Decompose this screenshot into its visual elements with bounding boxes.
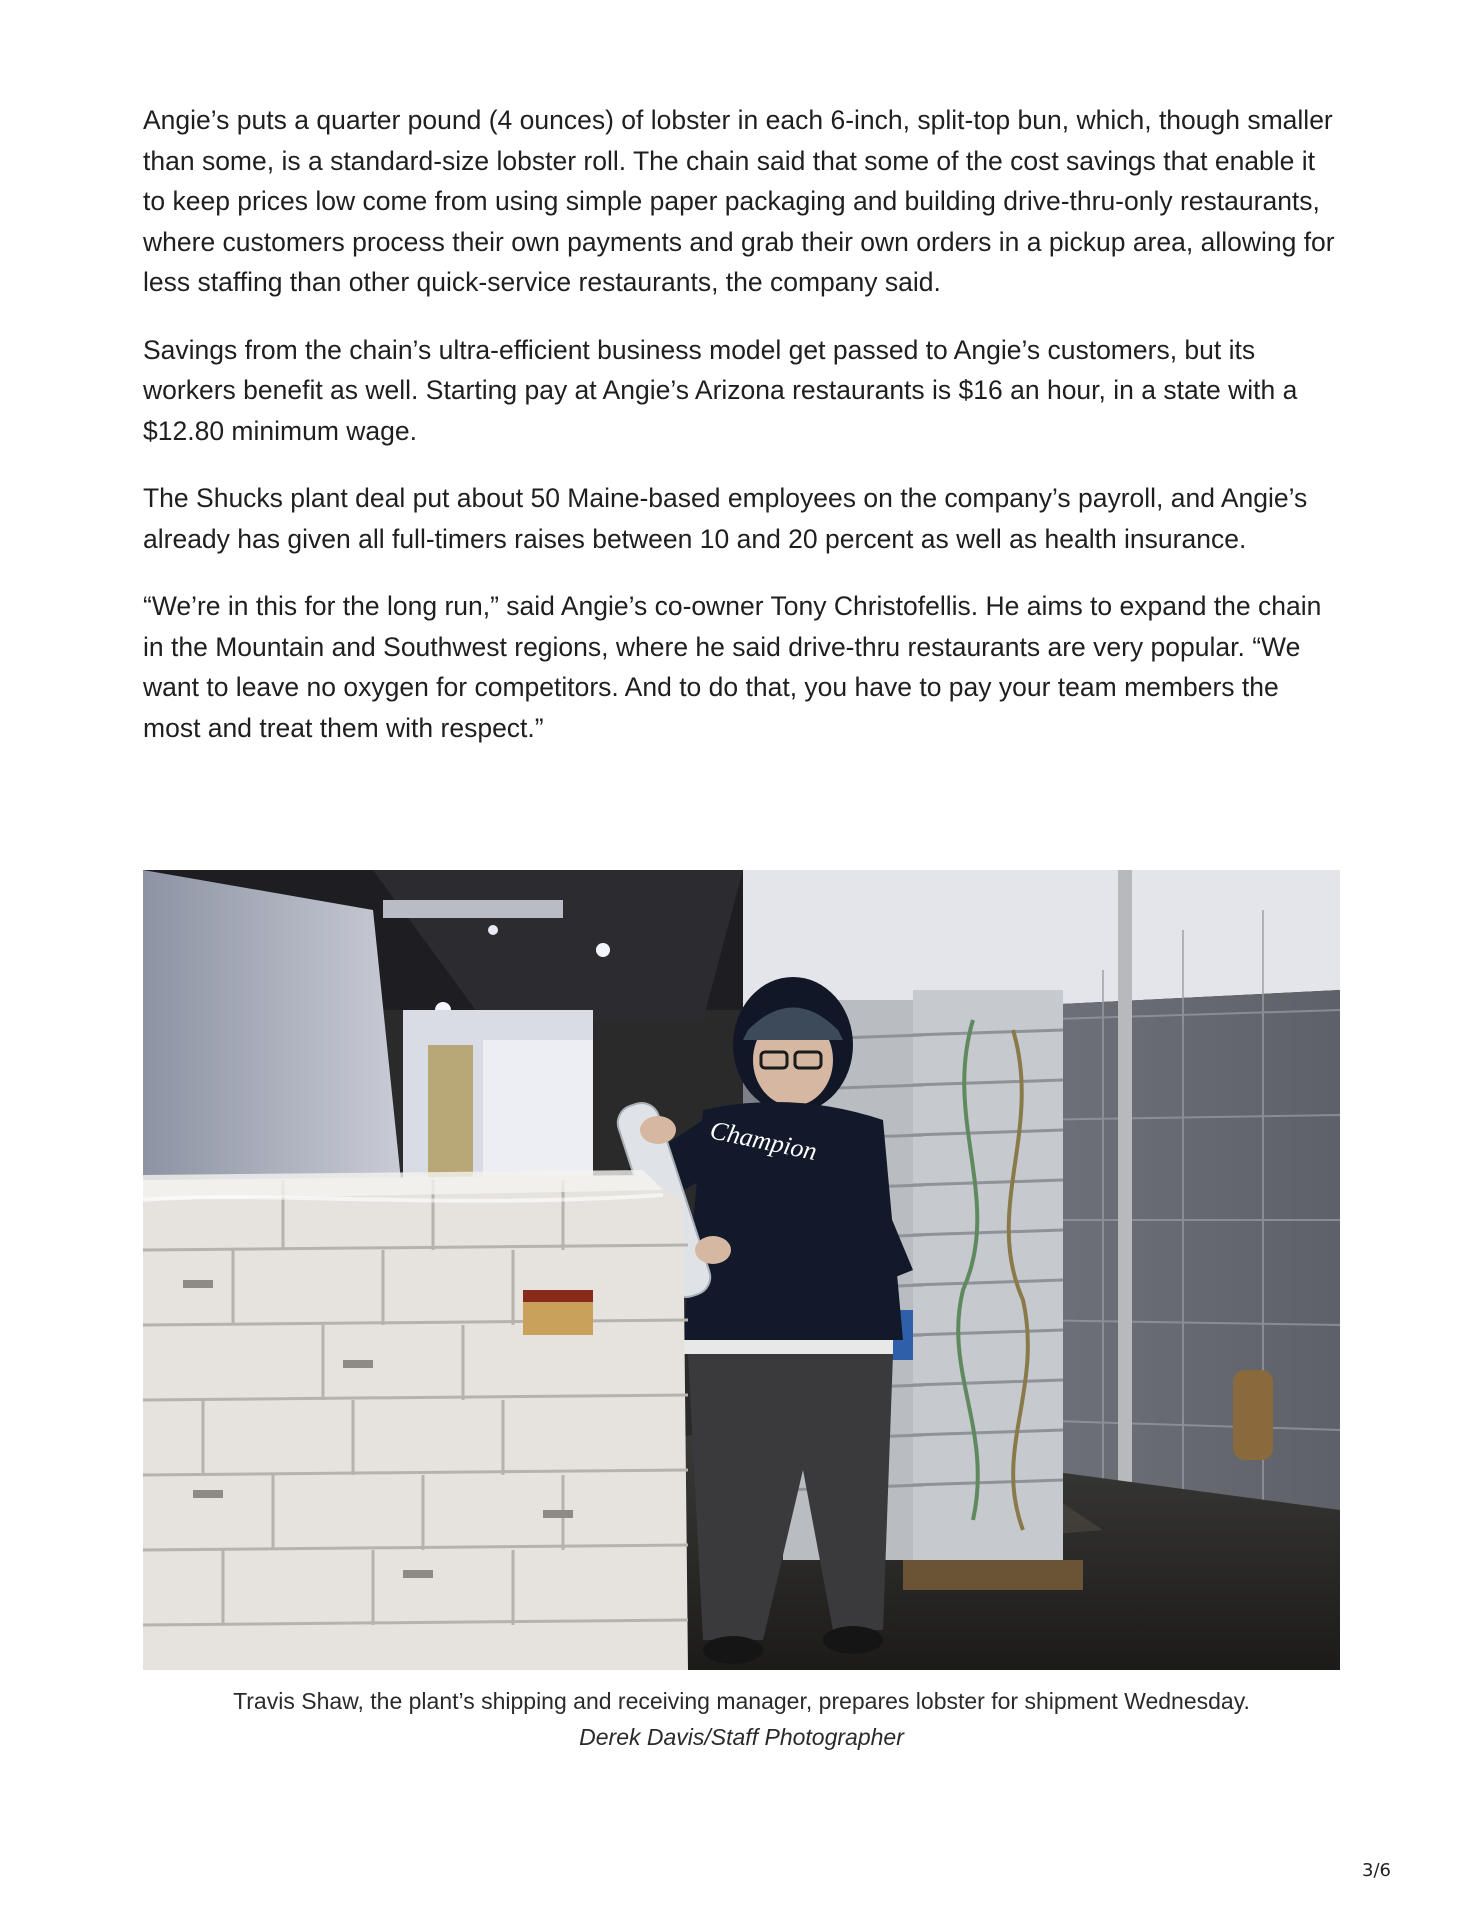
- paragraph-2: Savings from the chain’s ultra-efficient business model get passed to Angie’s customers, but its workers benefit as well. Starting pay at Angie’s Arizona restaurants is $16 an hour, in a state with a $12.80 minimum wage.: [143, 334, 1298, 446]
- article-body: [143, 100, 1340, 775]
- paragraph-1: Angie’s puts a quarter pound (4 ounces) of lobster in each 6-inch, split-top bun, which, though smaller than some, is a standard-size lobster roll. The chain said that some of the cost savings that enable it to keep prices low come from using simple paper packaging and building drive-thru-only restaurants, where customers process their own payments and grab their own orders in a pickup area, allowing for less staffing than other quick-service restaurants, the company said.: [143, 105, 1335, 297]
- sweatshirt-lettering: Champion: [707, 1115, 820, 1167]
- paragraph-4: “We’re in this for the long run,” said Angie’s co-owner Tony Christofellis. He aims to expand the chain in the Mountain and Southwest regions, where he said drive-thru restaurants are very popular. “We want to leave no oxygen for competitors. And to do that, you have to pay your team members the most and treat them with respect.”: [143, 591, 1322, 743]
- caption-text: Travis Shaw, the plant’s shipping and receiving manager, prepares lobster for shipment Wednesday.: [233, 1688, 1250, 1714]
- page-number: 3/6: [1362, 1860, 1391, 1881]
- photo-illustration: [143, 870, 1340, 1670]
- photo-credit: Derek Davis/Staff Photographer: [579, 1724, 904, 1750]
- photo-caption: [143, 1683, 1340, 1755]
- paragraph-3: The Shucks plant deal put about 50 Maine-based employees on the company’s payroll, and Angie’s already has given all full-timers raises between 10 and 20 percent as well as health insurance.: [143, 483, 1308, 554]
- article-photo: [143, 870, 1340, 1670]
